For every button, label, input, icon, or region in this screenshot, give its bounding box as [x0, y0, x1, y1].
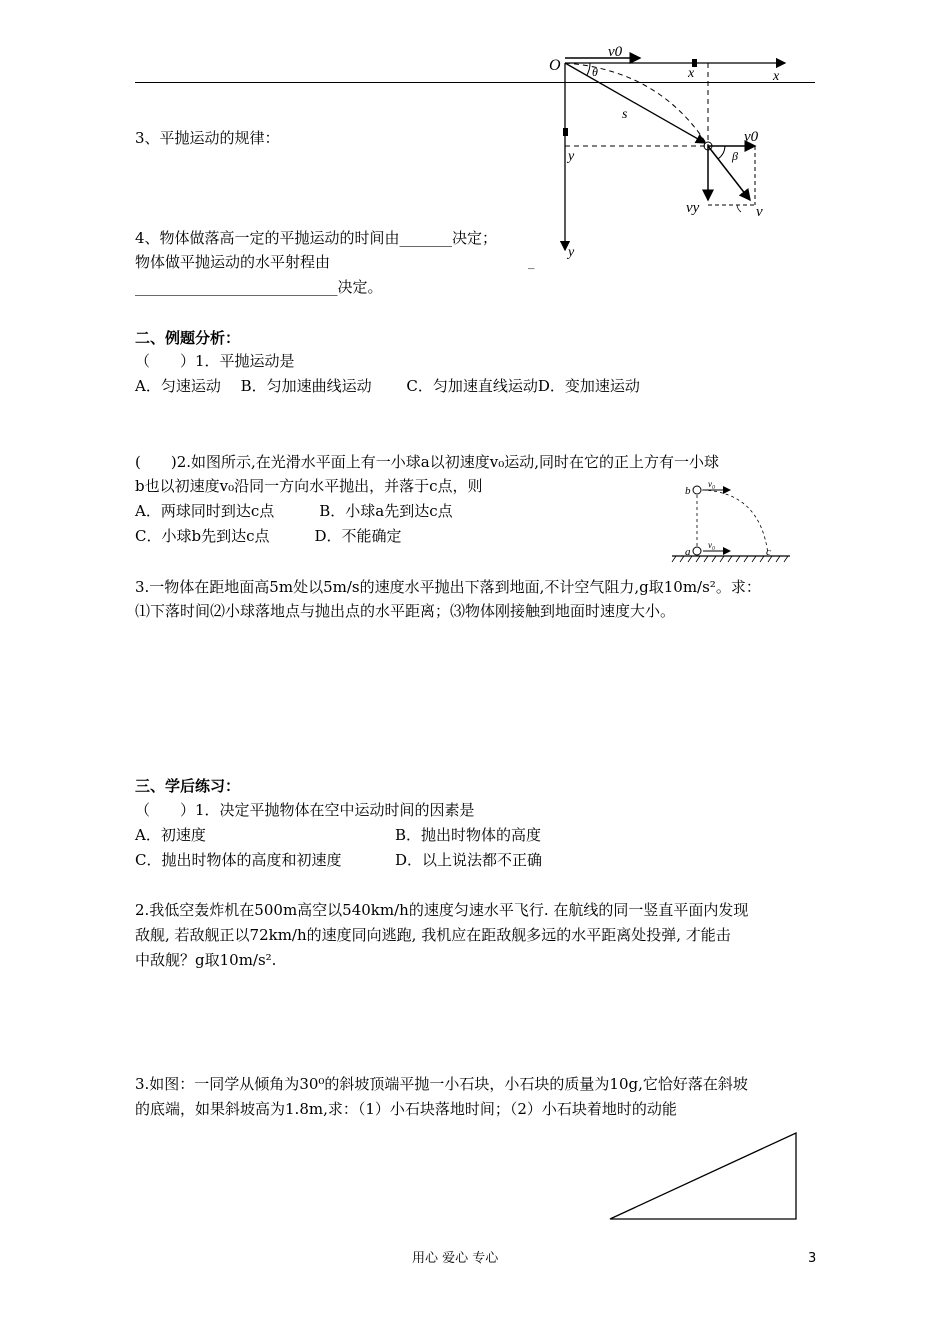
label-y-mid: y	[568, 149, 575, 164]
s3-q2-line1: 2.我低空轰炸机在500m高空以540km/h的速度匀速水平飞行. 在航线的同一竖直平面内发现	[135, 901, 749, 919]
time-item: 4、物体做落高一定的平抛运动的时间由_______决定；	[135, 229, 498, 247]
s3-q3-line2: 的底端，如果斜坡高为1.8m,求：（1）小石块落地时间；（2）小石块着地时的动能	[135, 1100, 677, 1118]
s3-q1-option-c: C．抛出时物体的高度和初速度	[135, 851, 342, 869]
s3-q1-stem: （ ）1．决定平抛物体在空中运动时间的因素是	[135, 801, 475, 819]
label-origin: O	[549, 57, 561, 74]
label-y-end: y	[568, 245, 575, 260]
laws-item: 3、平抛运动的规律：	[135, 129, 280, 147]
section3-title: 三、学后练习：	[135, 777, 241, 795]
s3-q1-option-a: A．初速度	[135, 826, 206, 844]
page-number: 3	[808, 1251, 817, 1266]
footer-center: 用心 爱心 专心	[412, 1251, 499, 1266]
section2-title: 二、例题分析：	[135, 329, 241, 347]
label-x-mid: x	[688, 66, 695, 81]
s2-q3-line2: ⑴下落时间⑵小球落地点与抛出点的水平距离；⑶物体刚接触到地面时速度大小。	[135, 602, 676, 620]
s2-q2-options-line2: C．小球b先到达c点 D．不能确定	[135, 527, 402, 545]
s2-q2-stem-line1: ( )2.如图所示,在光滑水平面上有一小球a以初速度v₀运动,同时在它的正上方有一小球	[135, 453, 719, 471]
label-v0-top: v0	[608, 44, 623, 60]
range-item-line1: 物体做平抛运动的水平射程由	[135, 253, 331, 271]
label-a: a	[685, 546, 691, 558]
s3-q2-line2: 敌舰, 若敌舰正以72km/h的速度同向逃跑, 我机应在距敌舰多远的水平距离处投弹, 才能击	[135, 926, 731, 944]
s2-q1-stem: （ ）1．平抛运动是	[135, 352, 295, 370]
s2-q3-line1: 3.一物体在距地面高5m处以5m/s的速度水平抛出下落到地面,不计空气阻力,g取10m/s²。求：	[135, 578, 761, 596]
label-v0-right: v0	[744, 129, 759, 145]
s3-q1-option-d: D．以上说法都不正确	[395, 851, 543, 869]
s3-q3-line1: 3.如图：一同学从倾角为30⁰的斜坡顶端平抛一小石块，小石块的质量为10g,它恰好落在斜坡	[135, 1075, 748, 1093]
label-b: b	[685, 485, 691, 497]
label-vy: vy	[686, 200, 700, 216]
label-theta: θ	[592, 65, 598, 79]
label-beta: β	[732, 149, 738, 163]
label-c: c	[766, 546, 771, 558]
s3-q2-line3: 中敌舰？g取10m/s².	[135, 951, 277, 969]
s2-q1-options: A．匀速运动 B．匀加速曲线运动 C．匀加速直线运动D．变加速运动	[135, 377, 640, 395]
stray-mark: _	[528, 255, 535, 270]
s3-q1-option-b: B．抛出时物体的高度	[395, 826, 542, 844]
label-v: v	[756, 204, 763, 220]
s2-q2-stem-line2: b也以初速度v₀沿同一方向水平抛出，并落于c点，则	[135, 477, 483, 495]
label-v0-b: v₀	[708, 479, 716, 489]
range-item-line2: ___________________________决定。	[135, 278, 383, 296]
label-x-end: x	[773, 69, 780, 84]
s2-q2-options-line1: A．两球同时到达c点 B．小球a先到达c点	[135, 502, 453, 520]
label-v0-a: v₀	[708, 540, 716, 550]
label-s: s	[622, 107, 628, 122]
